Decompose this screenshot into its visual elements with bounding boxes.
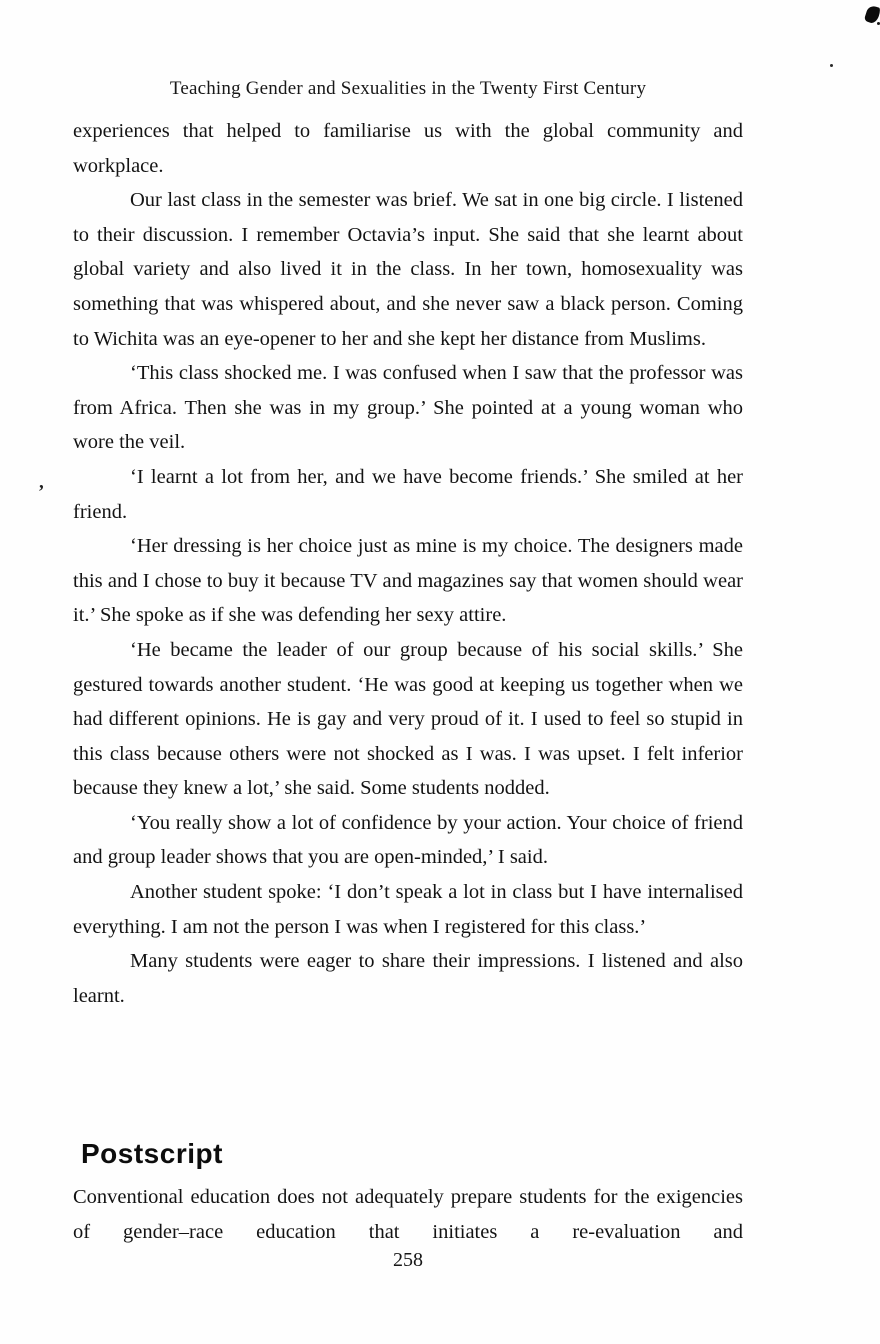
body-paragraph: ‘Her dressing is her choice just as mine is my choice. The designers made this and I chose to buy it because TV and magazines say that women should wear it.’ She spoke as if she was defending her sexy attire.	[73, 535, 743, 627]
running-header: Teaching Gender and Sexualities in the Twenty First Century	[169, 78, 647, 99]
section-heading-postscript: Postscript	[81, 1138, 223, 1169]
dust-speck-artifact	[830, 64, 833, 67]
postscript-paragraph: Conventional education does not adequately prepare students for the exigencies of gender–race education that initiates a re-evaluation and	[73, 1186, 743, 1243]
body-paragraph: ‘I learnt a lot from her, and we have become friends.’ She smiled at her friend.	[73, 465, 743, 523]
body-paragraph: experiences that helped to familiarise us with the global community and workplace.	[73, 120, 743, 177]
page-body	[73, 114, 743, 1013]
body-paragraph: ‘This class shocked me. I was confused when I saw that the professor was from Africa. Then she was in my group.’ She pointed at a young woman who wore the veil.	[73, 362, 743, 454]
body-paragraph: ‘He became the leader of our group because of his social skills.’ She gestured towards another student. ‘He was good at keeping us together when we had different opinions. He is gay and very proud of it. I used to feel so stupid in this class because others were not shocked as I was. I was upset. I felt inferior because they knew a lot,’ she said. Some students nodded.	[73, 638, 743, 800]
body-paragraph: Our last class in the semester was brief. We sat in one big circle. I listened to their discussion. I remember Octavia’s input. She said that she learnt about global variety and also lived it in the class. In her town, homosexuality was something that was whispered about, and she never saw a black person. Coming to Wichita was an eye-opener to her and she kept her distance from Muslims.	[73, 189, 743, 350]
body-paragraph: Another student spoke: ‘I don’t speak a lot in class but I have internalised everything. I am not the person I was when I registered for this class.’	[73, 881, 743, 938]
body-paragraph: ‘You really show a lot of confidence by your action. Your choice of friend and group leader shows that you are open-minded,’ I said.	[73, 811, 743, 869]
page-number: 258	[393, 1249, 423, 1271]
body-paragraph: Many students were eager to share their impressions. I listened and also learnt.	[73, 950, 743, 1007]
margin-mark-artifact: ,	[39, 472, 44, 493]
